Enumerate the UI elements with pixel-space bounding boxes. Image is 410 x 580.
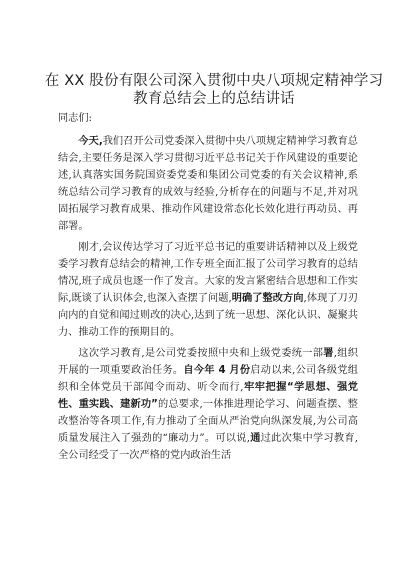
paragraph-summary-bold-2: 自今年 4 月份 bbox=[183, 365, 251, 376]
paragraph-review-text-after: ,体现了刀刃向内的自觉和闻过则改的决心,达到了统一思想、深化认识、凝聚共力、推动工作的预期目的。 bbox=[58, 293, 358, 338]
paragraph-summary-bold-4: 通 bbox=[249, 433, 261, 444]
paragraph-review-bold: 明确了整改方向 bbox=[231, 293, 304, 304]
paragraph-summary-text-5: 过此次集中学习教育,全公司经受了一次严格的党内政治生活 bbox=[58, 433, 359, 461]
paragraph-opening bbox=[58, 133, 358, 235]
salutation: 同志们: bbox=[58, 113, 92, 124]
paragraph-summary-text-4: 的总要求,一体推进理论学习、问题查摆、整改整治等各项工作,有力推动了全面从严治党向纵深发展,为公司高质量发展注入了强劲的“廉动力”。可以说, bbox=[58, 399, 358, 444]
paragraph-opening-lead: 今天, bbox=[78, 136, 103, 147]
document-body bbox=[58, 110, 358, 464]
paragraph-review-text-before: 刚才,会议传达学习了习近平总书记的重要讲话精神以及上级党委学习教育总结会的精神,工作专班全面汇报了公司学习教育的总结情况,班子成员也逐一作了发言。大家的发言紧密结合思想和工作实际,既谈了认识体会,也深入查摆了问题, bbox=[58, 242, 358, 304]
paragraph-summary-text-1: 这次学习教育,是公司党委按照中央和上级党委统一部 bbox=[78, 348, 324, 359]
document-title: 在 XX 股份有限公司深入贯彻中央八项规定精神学习教育总结会上的总结讲话 bbox=[44, 73, 384, 107]
paragraph-summary bbox=[58, 345, 358, 464]
paragraph-summary-text-3: 启动以来,公司各级党组织和全体党员干部闻令而动、听令而行, bbox=[58, 365, 358, 393]
paragraph-summary-bold-1: 署 bbox=[323, 348, 334, 359]
paragraph-summary-text-2: ,组织开展的一项重要政治任务。 bbox=[58, 348, 358, 376]
paragraph-opening-text: 我们召开公司党委深入贯彻中央八项规定精神学习教育总结会,主要任务是深入学习贯彻习近平总书记关于作风建设的重要论述,认真落实国务院国资委党委和集团公司党委的有关会议精神,系统总结公司学习教育的成效与经验,分析存在的问题与不足,并对巩固拓展学习教育成果、推动作风建设常态化长效化进行再动员、再部署。 bbox=[58, 136, 358, 232]
paragraph-summary-bold-3: 牢牢把握“学思想、强党性、重实践、建新功” bbox=[58, 382, 358, 410]
paragraph-review bbox=[58, 239, 358, 341]
